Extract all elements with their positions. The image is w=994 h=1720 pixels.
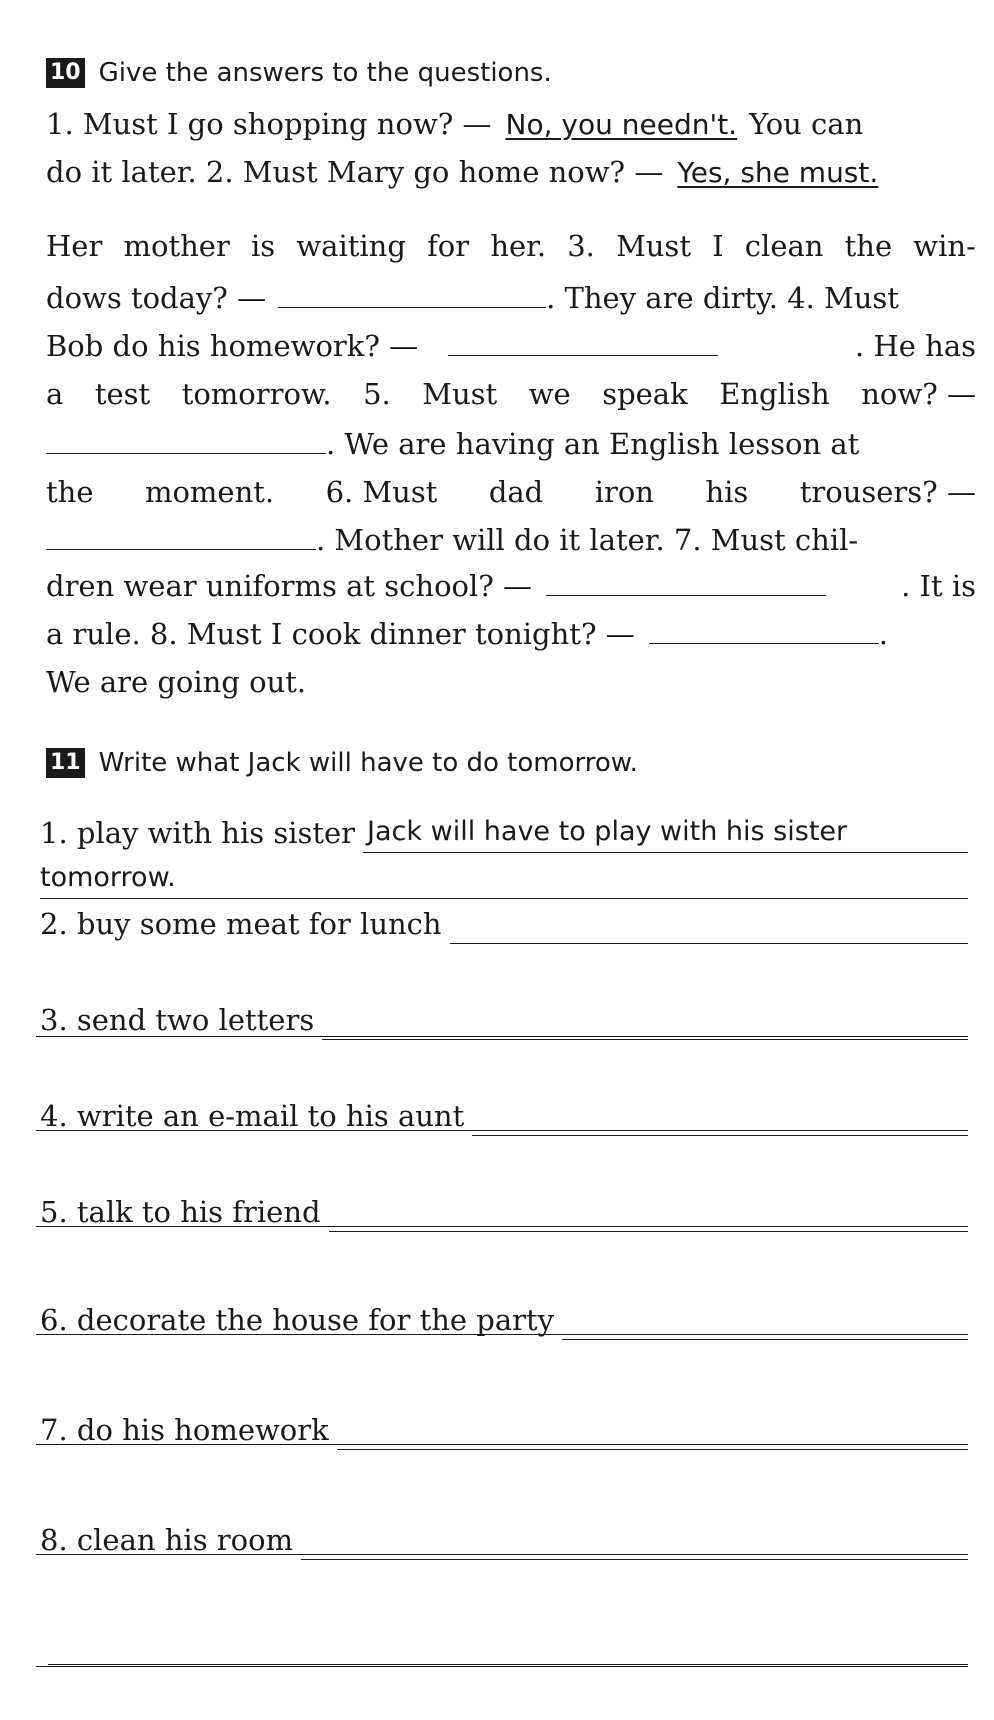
word: a [46, 377, 64, 411]
t11-item-2 [40, 904, 968, 944]
t11-item-7 [40, 1410, 968, 1450]
answer-blank-6[interactable] [46, 525, 316, 550]
word: we [528, 377, 571, 411]
t11-item-1 [40, 812, 968, 853]
question-8: a rule. 8. Must I cook dinner tonight? — [46, 617, 635, 651]
t10-line-8 [46, 472, 976, 512]
answer-2: Yes, she must. [677, 156, 879, 189]
answer-line[interactable] [322, 1009, 968, 1040]
word: the [844, 229, 893, 263]
t11-item-1-cont [40, 858, 968, 899]
word: 5. [363, 377, 391, 411]
task-10-number: 10 [46, 58, 85, 88]
t11-item-4 [40, 1096, 968, 1136]
word: his [705, 475, 749, 509]
word: mother [123, 229, 230, 263]
word: moment. [144, 475, 275, 509]
t10-line-10 [46, 566, 976, 606]
word: is [251, 229, 276, 263]
t11-item-9 [40, 1634, 968, 1665]
answer-line[interactable] [450, 913, 968, 944]
t10-line-5 [46, 326, 976, 366]
t11-item-6 [40, 1300, 968, 1340]
t11-item-3 [40, 1000, 968, 1040]
t10-line-9 [46, 520, 976, 560]
answer-line-cont[interactable] [36, 1666, 968, 1667]
answer-blank-4[interactable] [448, 331, 718, 356]
item-prompt: 6. decorate the house for the party [40, 1303, 555, 1337]
t10-line-3 [46, 226, 976, 266]
word: for [427, 229, 470, 263]
answer-blank-8[interactable] [649, 619, 879, 644]
period: . [878, 617, 888, 651]
t10-line-4 [46, 278, 976, 318]
question-2: do it later. 2. Must Mary go home now? — [46, 155, 664, 189]
reason-4: . He has [855, 329, 976, 363]
t10-line-2 [46, 152, 976, 193]
task-10-title: Give the answers to the questions. [98, 58, 552, 88]
answer-line[interactable] [301, 1529, 968, 1560]
word: her. [490, 229, 547, 263]
question-7-end: dren wear uniforms at school? — [46, 569, 533, 603]
task-11-title: Write what Jack will have to do tomorrow. [98, 748, 638, 778]
item-prompt: 3. send two letters [40, 1003, 315, 1037]
question-1-end: You can [749, 107, 864, 141]
t10-line-7 [46, 424, 976, 464]
answer-line[interactable] [48, 1634, 968, 1665]
word: 6. Must [325, 475, 438, 509]
question-1: 1. Must I go shopping now? — [46, 107, 492, 141]
answer-line[interactable] [562, 1309, 968, 1340]
t11-item-5 [40, 1192, 968, 1232]
word: Her [46, 229, 103, 263]
reason-5: . We are having an English lesson at [326, 427, 860, 461]
question-4-start: . They are dirty. 4. Must [546, 281, 899, 315]
word: win- [913, 229, 976, 263]
item-1-prompt: 1. play with his sister [40, 816, 356, 850]
word: speak [602, 377, 688, 411]
answer-blank-7[interactable] [546, 571, 826, 596]
word: iron [594, 475, 654, 509]
word: tomorrow. [181, 377, 332, 411]
word: I [712, 229, 724, 263]
task-10-header [46, 58, 552, 88]
word: Must [422, 377, 498, 411]
word: now? — [861, 377, 976, 411]
answer-1: No, you needn't. [505, 108, 738, 141]
word: waiting [296, 229, 406, 263]
t10-line-11 [46, 614, 976, 654]
word: 3. [567, 229, 595, 263]
answer-blank-3[interactable] [278, 283, 546, 308]
answer-line[interactable] [337, 1419, 968, 1450]
word: Must [616, 229, 691, 263]
word: English [719, 377, 830, 411]
question-3-end: dows today? — [46, 281, 267, 315]
word: trousers? — [799, 475, 976, 509]
word: clean [744, 229, 824, 263]
word: dad [488, 475, 544, 509]
t10-line-1 [46, 104, 976, 145]
item-prompt: 5. talk to his friend [40, 1195, 321, 1229]
answer-1-line-b[interactable]: tomorrow. [40, 858, 968, 899]
item-prompt: 7. do his homework [40, 1413, 329, 1447]
answer-1-line-a[interactable]: Jack will have to play with his sister [363, 812, 968, 853]
t11-item-8 [40, 1520, 968, 1560]
item-prompt: 8. clean his room [40, 1523, 294, 1557]
answer-blank-5[interactable] [46, 429, 326, 454]
word: the [46, 475, 94, 509]
item-prompt: 2. buy some meat for lunch [40, 907, 442, 941]
reason-8: We are going out. [46, 665, 307, 699]
word: test [94, 377, 151, 411]
item-prompt: 4. write an e-mail to his aunt [40, 1099, 465, 1133]
answer-line[interactable] [472, 1105, 968, 1136]
reason-6: . Mother will do it later. 7. Must chil- [316, 523, 859, 557]
answer-line[interactable] [329, 1201, 968, 1232]
question-4-end: Bob do his homework? — [46, 329, 419, 363]
t10-line-6 [46, 374, 976, 414]
t10-line-12 [46, 662, 976, 702]
reason-7: . It is [901, 569, 976, 603]
task-11-number: 11 [46, 748, 85, 778]
task-11-header [46, 748, 638, 778]
